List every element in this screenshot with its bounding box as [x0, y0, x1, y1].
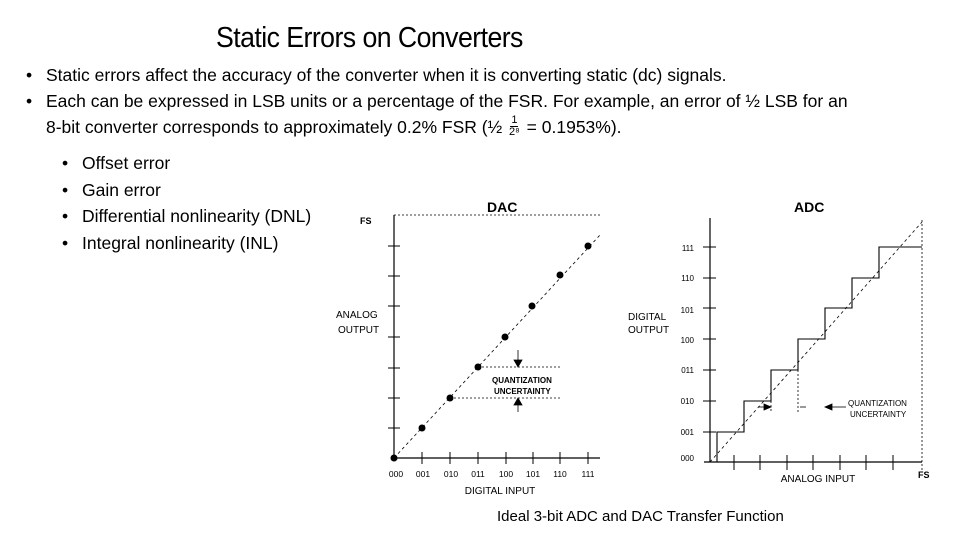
adc-y-label-2: OUTPUT	[628, 325, 670, 336]
dac-x-label: DIGITAL INPUT	[464, 486, 536, 497]
dac-title: DAC	[487, 199, 518, 215]
dac-point-000	[391, 455, 398, 462]
dac-code-101: 101	[525, 469, 541, 479]
sub-bullet-dnl: • Differential nonlinearity (DNL)	[62, 203, 311, 230]
dac-y-label-2: OUTPUT	[338, 325, 380, 336]
dac-x-tick-labels	[389, 469, 595, 479]
dac-point-101	[529, 303, 536, 310]
dac-y-label-1: ANALOG	[336, 310, 378, 321]
sub-bullet-inl: • Integral nonlinearity (INL)	[62, 230, 311, 257]
adc-code-000: 000	[680, 454, 694, 463]
dac-point-001	[419, 425, 426, 432]
dac-code-001: 001	[415, 469, 431, 479]
adc-annotation-line2: UNCERTAINTY	[850, 410, 907, 419]
dac-code-110: 110	[553, 469, 567, 479]
dac-points	[391, 243, 592, 462]
dac-code-000: 000	[388, 469, 404, 479]
adc-code-010: 010	[680, 397, 694, 406]
sub-bullet-offset-error: • Offset error	[62, 150, 311, 177]
dac-ideal-line	[394, 235, 600, 458]
dac-annotation-line2: UNCERTAINTY	[494, 387, 551, 396]
adc-code-111: 111	[681, 244, 694, 253]
bullet-lsb-line2-pre: 8-bit converter corresponds to approximately 0.2% FSR (½	[46, 117, 508, 137]
dac-code-100: 100	[498, 469, 514, 479]
dac-code-111: 111	[581, 469, 595, 479]
sub-bullet-gain-error: • Gain error	[62, 177, 311, 204]
adc-ideal-line	[710, 222, 922, 462]
dac-annotation-line1: QUANTIZATION	[492, 376, 552, 385]
bullet-static-errors: • Static errors affect the accuracy of the converter when it is converting static (dc) signals.	[26, 62, 886, 88]
adc-annotation-line1: QUANTIZATION	[848, 399, 907, 408]
adc-code-110: 110	[681, 274, 694, 283]
adc-chart	[628, 199, 930, 485]
dac-chart	[336, 199, 600, 497]
adc-staircase	[710, 247, 922, 462]
adc-y-label-1: DIGITAL	[628, 312, 667, 323]
dac-point-100	[502, 334, 509, 341]
adc-y-tick-labels	[681, 244, 695, 463]
figure-caption: Ideal 3-bit ADC and DAC Transfer Function	[497, 508, 784, 525]
adc-code-100: 100	[680, 336, 694, 345]
bullet-lsb-line1: Each can be expressed in LSB units or a percentage of the FSR. For example, an error of ½ LSB for an	[46, 91, 848, 111]
adc-title: ADC	[794, 199, 825, 215]
dac-code-011: 011	[471, 469, 485, 479]
fraction-numerator: 1	[511, 113, 518, 126]
dac-fs-label: FS	[360, 216, 372, 226]
dac-point-111	[585, 243, 592, 250]
adc-code-101: 101	[680, 306, 694, 315]
fraction-denominator: 2⁸	[509, 125, 520, 138]
adc-code-011: 011	[681, 366, 694, 375]
adc-code-001: 001	[680, 428, 694, 437]
adc-x-label: ANALOG INPUT	[780, 474, 856, 485]
slide-title: Static Errors on Converters	[216, 22, 523, 54]
dac-point-110	[557, 272, 564, 279]
dac-code-010: 010	[443, 469, 459, 479]
bullet-lsb-line2-post: = 0.1953%).	[521, 117, 622, 137]
adc-fs-label: FS	[918, 470, 930, 480]
